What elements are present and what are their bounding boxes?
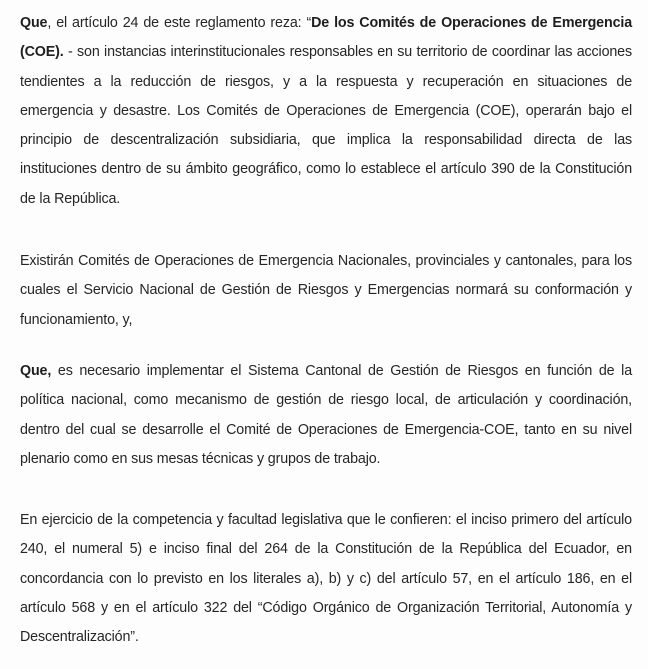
paragraph-text: - son instancias interinstitucionales responsables en su territorio de coordinar las acciones tendientes a la reducción de riesgos, y a la respuesta y recuperación en situaciones de emergencia y desastre. Los Comités de Operaciones de Emergencia (COE), operarán bajo el principio de descentralización subsidiaria, que implica la responsabilidad directa de las instituciones dentro de su ámbito geográfico, como lo establece el artículo 390 de la Constitución de la República. (20, 44, 632, 207)
que-heading: Que, (20, 363, 52, 379)
paragraph-en-ejercicio (20, 506, 632, 652)
paragraph-text: En ejercicio de la competencia y facultad legislativa que le confieren: el inciso primero del artículo 240, el numeral 5) e inciso final del 264 de la Constitución de la República del Ecuador, en concordancia con lo previsto en los literales a), b) y c) del artículo 57, en el artículo 186, en el artículo 568 y en el artículo 322 del “Código Orgánico de Organización Territorial, Autonomía y Descentralización”. (20, 512, 632, 646)
paragraph-text: Existirán Comités de Operaciones de Emergencia Nacionales, provinciales y cantonales, para los cuales el Servicio Nacional de Gestión de Riesgos y Emergencias normará su conformación y funcionamiento, y, (20, 253, 632, 328)
paragraph-text: , el artículo 24 de este reglamento reza: “ (47, 15, 312, 31)
coe-heading: De los Comités de Operaciones de Emergencia (COE). (20, 15, 632, 61)
que-heading: Que (20, 15, 48, 31)
paragraph-text: es necesario implementar el Sistema Cantonal de Gestión de Riesgos en función de la política nacional, como mecanismo de gestión de riesgo local, de articulación y coordinación, dentro del cual se desarrolle el Comité de Operaciones de Emergencia-COE, tanto en su nivel plenario como en sus mesas técnicas y grupos de trabajo. (20, 363, 632, 467)
paragraph-que-sistema-cantonal (20, 357, 632, 474)
paragraph-existiran-comites (20, 247, 632, 335)
paragraph-que-articulo-24 (20, 9, 632, 214)
